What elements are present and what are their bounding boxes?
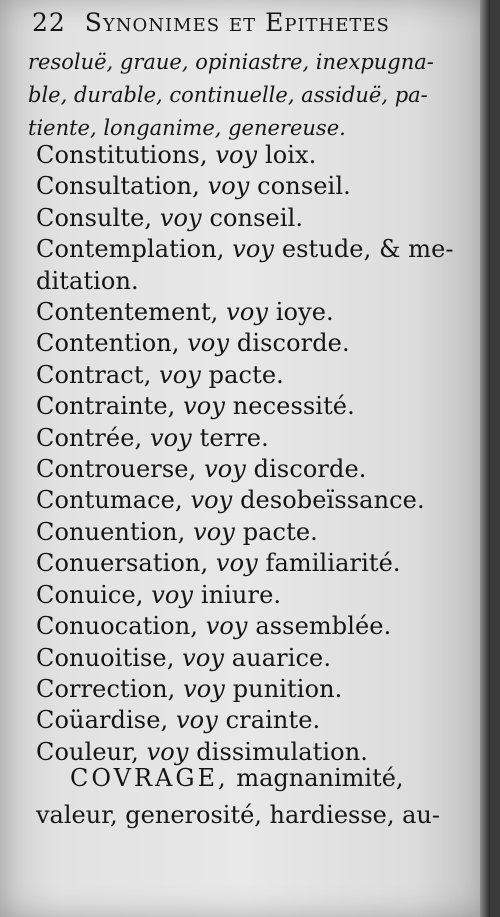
dictionary-entry (36, 643, 476, 674)
entry-word: Contentement, (36, 298, 219, 327)
voy-label: voy (159, 203, 202, 232)
voy-label: voy (190, 486, 233, 515)
book-spine (480, 0, 490, 917)
page-number: 22 (32, 8, 66, 37)
dictionary-entry (36, 423, 476, 454)
dictionary-entry (36, 297, 476, 328)
continuation-text (28, 46, 468, 145)
entry-word: Conuersation, (36, 549, 209, 578)
dictionary-entry (36, 674, 476, 705)
voy-label: voy (187, 329, 230, 358)
voy-label: voy (204, 455, 246, 484)
voy-label: voy (149, 423, 192, 452)
entry-reference: discorde. (253, 455, 367, 484)
voy-label: voy (207, 172, 250, 201)
entry-reference: dissimulation. (196, 737, 369, 766)
final-entry (36, 760, 476, 834)
dictionary-entry (36, 328, 476, 359)
entry-word: Conuice, (36, 580, 144, 609)
entry-reference: ioye. (275, 298, 334, 327)
entry-word: Contract, (36, 360, 152, 389)
entry-word: Contrée, (36, 423, 143, 452)
dictionary-entry (36, 171, 476, 202)
entry-reference: loix. (264, 141, 317, 169)
entry-word: Conuention, (36, 517, 186, 546)
voy-label: voy (183, 392, 226, 421)
dictionary-entry (36, 705, 476, 736)
voy-label: voy (159, 360, 201, 389)
dictionary-entry (36, 234, 476, 265)
voy-label: voy (151, 580, 194, 609)
entry-word: Contrainte, (36, 392, 176, 421)
entry-reference: terre. (199, 423, 269, 452)
entry-reference: pacte. (242, 517, 318, 546)
entry-reference: assemblée. (255, 612, 392, 641)
final-headword: COVRAGE, (70, 764, 229, 792)
entry-reference: pacte. (208, 360, 284, 389)
dictionary-entry (36, 548, 476, 579)
entry-reference: desobeïssance. (240, 486, 425, 515)
dictionary-entry (36, 203, 476, 234)
dictionary-entry (36, 485, 476, 516)
final-line1-rest: magnanimité, (236, 764, 404, 792)
voy-label: voy (205, 612, 248, 641)
entry-reference: crainte. (225, 706, 321, 735)
entry-reference: iniure. (200, 580, 282, 609)
dictionary-entry (36, 391, 476, 422)
voy-label: voy (146, 737, 189, 766)
entry-reference: conseil. (209, 203, 304, 232)
dictionary-entry (36, 360, 476, 391)
continuation-line: resoluë, graue, opiniastre, inexpugna- (28, 50, 434, 74)
voy-label: voy (193, 517, 235, 546)
voy-label: voy (215, 549, 258, 578)
dictionary-entry (36, 454, 476, 485)
voy-label: voy (215, 141, 258, 169)
continuation-line: tiente, longanime, genereuse. (28, 116, 346, 140)
entry-word: Constitutions, (36, 141, 208, 169)
entry-word: Consultation, (36, 172, 200, 201)
entry-word: Contention, (36, 329, 180, 358)
entry-reference: conseil. (257, 172, 351, 201)
voy-label: voy (182, 643, 225, 672)
entry-word: Conuoitise, (36, 643, 175, 672)
final-line2: valeur, generosité, hardiesse, au- (36, 801, 440, 829)
entry-word: Contumace, (36, 486, 183, 515)
voy-label: voy (175, 706, 218, 735)
entry-reference: auarice. (231, 643, 332, 672)
entry-reference: ditation. (36, 266, 139, 295)
dictionary-entry (36, 517, 476, 548)
continuation-line: ble, durable, continuelle, assiduë, pa- (28, 83, 428, 107)
entry-reference: punition. (232, 674, 343, 703)
page-header (32, 8, 390, 37)
entry-word: Contemplation, (36, 235, 225, 264)
voy-label: voy (183, 674, 225, 703)
entry-word: Controuerse, (36, 455, 197, 484)
entry-reference: familiarité. (265, 549, 401, 578)
entry-list (36, 140, 476, 768)
voy-label: voy (226, 298, 269, 327)
entry-word: Correction, (36, 674, 176, 703)
entry-word: Conuocation, (36, 612, 198, 641)
entry-reference: discorde. (236, 329, 350, 358)
entry-reference: necessité. (232, 392, 355, 421)
running-title: Synonimes et Epithetes (84, 8, 390, 37)
voy-label: voy (232, 235, 275, 264)
dictionary-entry (36, 611, 476, 642)
dictionary-entry (36, 140, 476, 171)
dictionary-entry (36, 266, 476, 297)
dictionary-entry (36, 580, 476, 611)
entry-word: Consulte, (36, 203, 153, 232)
entry-word: Couleur, (36, 737, 139, 766)
entry-word: Coüardise, (36, 706, 169, 735)
entry-reference: estude, & me- (281, 235, 454, 264)
